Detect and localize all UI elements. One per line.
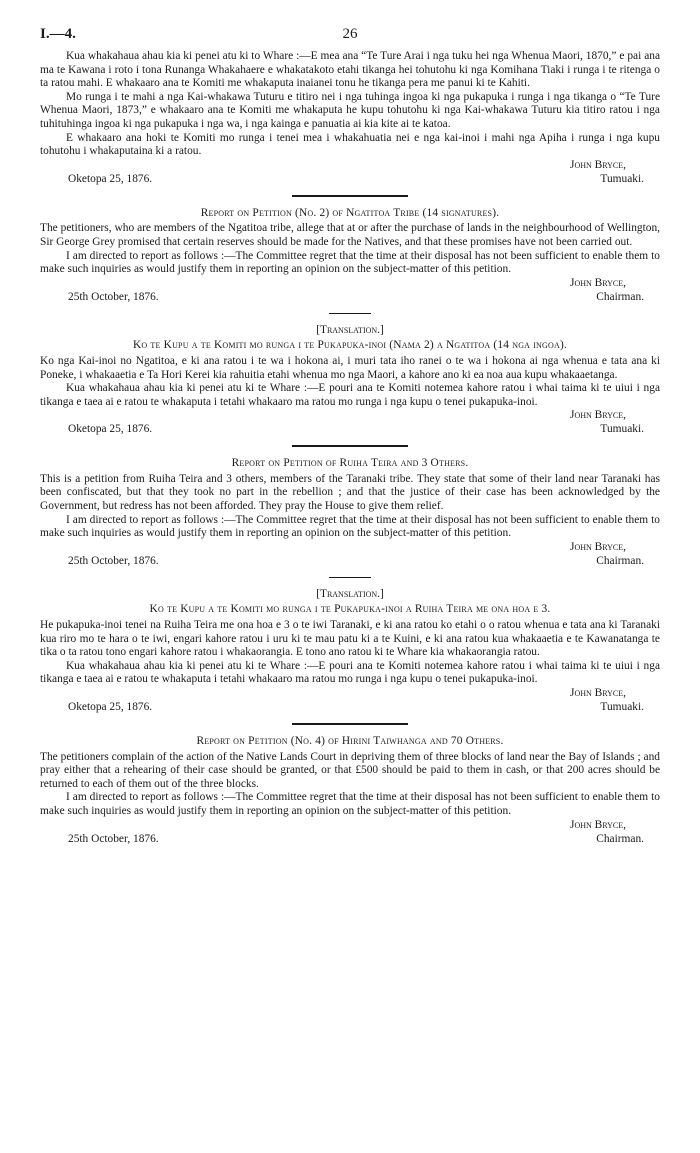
section-title: Ko te Kupu a te Komiti mo runga i te Pukapuka-inoi a Ruiha Teira me ona hoa e 3. xyxy=(149,603,551,616)
section-divider xyxy=(329,313,371,314)
paragraph: The petitioners complain of the action of the Native Lands Court in depriving them of three blocks of land near the Bay of Islands ; and pray either that a rehearing of their case should be granted, or that £500 should be paid to them in cash, or that 200 acres should be returned to each of them out of the three blocks. xyxy=(40,750,660,790)
report-date: 25th October, 1876. xyxy=(68,554,159,567)
translation-label: [Translation.] xyxy=(316,587,384,600)
section-divider xyxy=(329,577,371,578)
paragraph: I am directed to report as follows :—The Committee regret that the time at their disposal has not been sufficient to enable them to make such inquiries as would justify them in reporting an opinion on the subject-matter of this petition. xyxy=(40,513,660,540)
signature-block xyxy=(40,541,660,568)
signer-name: John Bryce, xyxy=(570,276,626,289)
paragraph: Ko nga Kai-inoi no Ngatitoa, e ki ana ratou i te wa i hokona ai, i muri tata iho ranei o te wa i hokona ai nga whenua e tata ana ki Poneke, i whakaaetia e Ta Hori Kerei kia rahuitia etahi whenua mo nga Maori, a kahore ano ki ea noa aua kupu whakaaetanga. xyxy=(40,354,660,381)
translation-label: [Translation.] xyxy=(316,323,384,336)
signer-role: Tumuaki. xyxy=(600,701,644,713)
section-ruiha-report xyxy=(40,457,660,568)
paragraph: The petitioners, who are members of the Ngatitoa tribe, allege that at or after the purchase of lands in the neighbourhood of Wellington, Sir George Grey promised that certain reserves should be made for the Natives, and that these promises have not been carried out. xyxy=(40,222,660,248)
section-continuation xyxy=(40,50,660,186)
report-date: 25th October, 1876. xyxy=(68,290,159,303)
section-divider xyxy=(292,445,408,447)
section-title: Ko te Kupu a te Komiti mo runga i te Pukapuka-inoi (Nama 2) a Ngatitoa (14 nga ingoa). xyxy=(132,339,568,352)
section-title: Report on Petition (No. 2) of Ngatitoa Tribe (14 signatures). xyxy=(200,206,500,219)
section-divider xyxy=(292,195,408,197)
section-title: Report on Petition of Ruiha Teira and 3 Others. xyxy=(231,457,469,470)
signer-name: John Bryce, xyxy=(570,158,626,171)
page-code: I.—4. xyxy=(40,26,76,42)
section-divider xyxy=(292,723,408,725)
report-date: Oketopa 25, 1876. xyxy=(68,701,153,713)
section-hirini-report xyxy=(40,735,660,846)
signer-role: Chairman. xyxy=(596,554,644,567)
signer-name: John Bryce, xyxy=(570,818,626,831)
paragraph: This is a petition from Ruiha Teira and 3 others, members of the Taranaki tribe. They state that some of their land near Taranaki has been confiscated, but that they took no part in the rebellion ; and that the justice of their case has been acknowledged by the Government, but redress has not been afforded. They pray the House to give them relief. xyxy=(40,472,660,513)
signature-block xyxy=(40,687,660,714)
section-ruiha-translation xyxy=(40,588,660,714)
signature-block xyxy=(40,819,660,846)
paragraph: Mo runga i te mahi a nga Kai-whakawa Tuturu e titiro nei i nga tuhinga ingoa ki nga pukapuka i runga i nga tikanga o “Te Ture Whenua Maori, 1873,” e whakaaro ana te Komiti me whakaputa he kupu tohutohu ki nga Kai-whakawa Tuturu kia titiro ratou i nga tuhituhinga ingoa ki nga pukapuka i nga wa, i nga kainga e panuatia ai kia kite ai te katoa. xyxy=(40,90,660,130)
section-ngatitoa-report xyxy=(40,207,660,304)
paragraph: Kua whakahaua ahau kia ki penei atu ki to Whare :—E mea ana “Te Ture Arai i nga tuku hei nga Whenua Maori, 1870,” e pai ana ma te Kawana i roto i tona Runanga Whakahaere e whakatakoto etahi tikanga hei tohutohu ki nga Komihana Tiaki i runga i te ritenga o ta ratou mahi. E whakaaro ana te Komiti me whakaputa inaianei tonu he tikanga pera me panui ki te Kahiti. xyxy=(40,50,660,90)
paragraph: He pukapuka-inoi tenei na Ruiha Teira me ona hoa e 3 o te iwi Taranaki, e ki ana ratou ko etahi o o ratou whenua e tata ana ki Taranaki kua riro mo te hara o te iwi, engari kahore ratou i uru ki te mau patu ki a te Kuini, e ki ana ratou kua whakaaetia e te Kawanatanga te tika o ta ratou tono engari kahore ratou i whakaorangia. E tono ano ratou ki te Whare kia whakaorangia ratou. xyxy=(40,619,660,659)
signer-name: John Bryce, xyxy=(570,409,626,422)
paragraph: Kua whakahaua ahau kia ki penei atu ki te Whare :—E pouri ana te Komiti notemea kahore ratou i whai taima ki te uiui i nga tikanga e taea ai e ratou te whakaputa i tetahi whakaaro ma ratou mo runga i nga kupu o tenei pukapuka-inoi. xyxy=(40,382,660,408)
signer-role: Tumuaki. xyxy=(600,172,644,185)
signer-role: Chairman. xyxy=(596,832,644,845)
section-title: Report on Petition (No. 4) of Hirini Taiwhanga and 70 Others. xyxy=(196,735,504,747)
paragraph: I am directed to report as follows :—The Committee regret that the time at their disposal has not been sufficient to enable them to make such inquiries as would justify them in reporting an opinion on the subject-matter of this petition. xyxy=(40,791,660,817)
page-number: 26 xyxy=(342,26,358,42)
section-ngatitoa-translation xyxy=(40,324,660,437)
paragraph: E whakaaro ana hoki te Komiti mo runga i tenei mea i whakahuatia nei e nga kai-inoi i mahi nga Apiha i runga i nga kupu tohutohu i whakaputaina ki a ratou. xyxy=(40,131,660,158)
signature-block xyxy=(40,277,660,304)
page-header xyxy=(40,28,660,50)
signature-block xyxy=(40,409,660,436)
report-date: Oketopa 25, 1876. xyxy=(68,172,153,185)
signer-role: Tumuaki. xyxy=(600,423,644,436)
signer-role: Chairman. xyxy=(596,290,644,303)
report-date: Oketopa 25, 1876. xyxy=(68,423,153,436)
report-date: 25th October, 1876. xyxy=(68,832,159,845)
signer-name: John Bryce, xyxy=(570,687,626,699)
paragraph: Kua whakahaua ahau kia ki penei atu ki te Whare :—E pouri ana te Komiti notemea kahore ratou i whai taima ki te uiui i nga tikanga e taea ai e ratou te whakaputa i tetahi whakaaro ma ratou mo runga i nga kupu o tenei pukapuka-inoi. xyxy=(40,659,660,686)
signature-block xyxy=(40,159,660,186)
signer-name: John Bryce, xyxy=(570,540,626,553)
paragraph: I am directed to report as follows :—The Committee regret that the time at their disposal has not been sufficient to enable them to make such inquiries as would justify them in reporting an opinion on the subject-matter of this petition. xyxy=(40,249,660,276)
